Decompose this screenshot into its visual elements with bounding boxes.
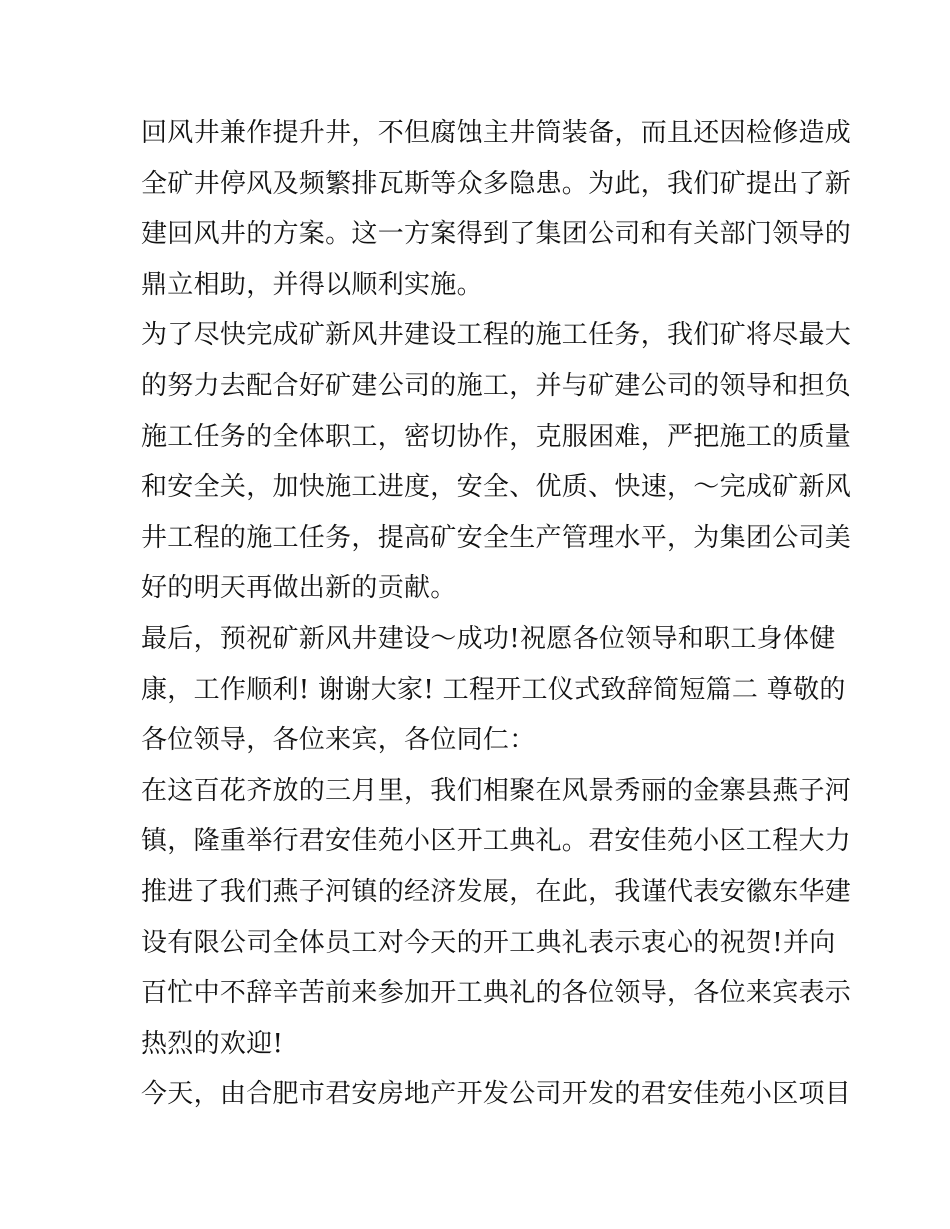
text-line: 好的明天再做出新的贡献。	[141, 573, 457, 604]
text-line: 建回风井的方案。这一方案得到了集团公司和有关部门领导的	[141, 219, 852, 250]
text-line: 最后，预祝矿新风井建设～成功!祝愿各位领导和职工身体健	[141, 623, 836, 654]
text-line: 康，工作顺利! 谢谢大家! 工程开工仪式致辞简短篇二 尊敬的	[141, 674, 846, 705]
text-line: 在这百花齐放的三月里，我们相聚在风景秀丽的金寨县燕子河	[141, 775, 852, 806]
text-line: 的努力去配合好矿建公司的施工，并与矿建公司的领导和担负	[141, 370, 852, 401]
text-line: 鼎立相助，并得以顺利实施。	[141, 269, 483, 300]
text-line: 全矿井停风及频繁排瓦斯等众多隐患。为此，我们矿提出了新	[141, 168, 852, 199]
text-line: 为了尽快完成矿新风井建设工程的施工任务，我们矿将尽最大	[141, 320, 852, 351]
text-line: 今天，由合肥市君安房地产开发公司开发的君安佳苑小区项目	[141, 1079, 852, 1110]
text-line: 和安全关，加快施工进度，安全、优质、快速，～完成矿新风	[141, 472, 852, 503]
text-line: 热烈的欢迎!	[141, 1028, 284, 1059]
text-line: 施工任务的全体职工，密切协作，克服困难，严把施工的质量	[141, 421, 852, 452]
text-line: 各位领导，各位来宾，各位同仁：	[141, 725, 536, 756]
text-line: 回风井兼作提升井，不但腐蚀主井筒装备，而且还因检修造成	[141, 118, 852, 148]
text-line: 镇，隆重举行君安佳苑小区开工典礼。君安佳苑小区工程大力	[141, 826, 852, 857]
text-line: 百忙中不辞辛苦前来参加开工典礼的各位领导，各位来宾表示	[141, 978, 852, 1009]
text-line: 井工程的施工任务，提高矿安全生产管理水平，为集团公司美	[141, 522, 852, 553]
text-line: 设有限公司全体员工对今天的开工典礼表示衷心的祝贺!并向	[141, 927, 836, 958]
document-body	[141, 108, 852, 1120]
text-line: 推进了我们燕子河镇的经济发展，在此，我谨代表安徽东华建	[141, 876, 852, 907]
